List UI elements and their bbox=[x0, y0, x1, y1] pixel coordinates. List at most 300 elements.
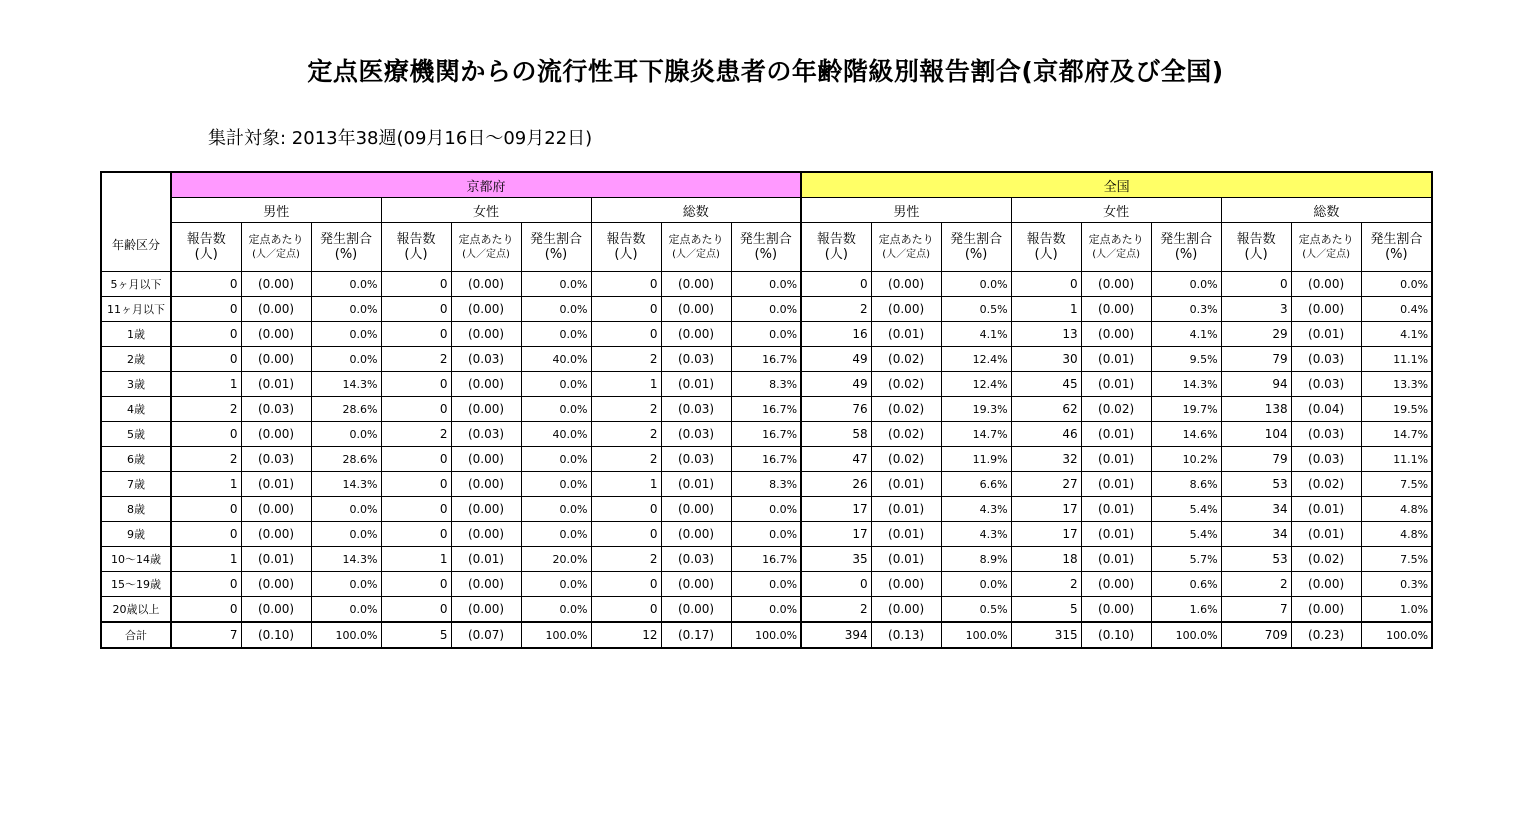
rate-cell: 0.0% bbox=[521, 272, 591, 297]
column-header-unit: (%) bbox=[754, 247, 778, 262]
per-sentinel-cell: (0.07) bbox=[451, 622, 521, 648]
report-count-cell: 2 bbox=[1011, 572, 1081, 597]
report-count-cell: 315 bbox=[1011, 622, 1081, 648]
rate-cell: 16.7% bbox=[731, 547, 801, 572]
group-header: 総数 bbox=[1221, 198, 1432, 223]
table-row bbox=[101, 347, 1432, 372]
report-count-cell: 0 bbox=[801, 572, 871, 597]
age-group-label: 10～14歳 bbox=[101, 547, 171, 572]
report-count-cell: 1 bbox=[171, 372, 241, 397]
rate-cell: 5.4% bbox=[1151, 497, 1221, 522]
per-sentinel-cell: (0.00) bbox=[1081, 297, 1151, 322]
rate-cell: 0.0% bbox=[521, 372, 591, 397]
column-header-unit: (人) bbox=[824, 247, 848, 262]
per-sentinel-cell: (0.00) bbox=[241, 322, 311, 347]
group-header: 女性 bbox=[381, 198, 591, 223]
report-count-cell: 709 bbox=[1221, 622, 1291, 648]
per-sentinel-cell: (0.03) bbox=[1291, 422, 1361, 447]
rate-cell: 0.0% bbox=[521, 497, 591, 522]
rate-cell: 4.3% bbox=[941, 522, 1011, 547]
rate-cell: 28.6% bbox=[311, 397, 381, 422]
rate-cell: 7.5% bbox=[1361, 547, 1432, 572]
column-header-unit: (人／定点) bbox=[1092, 249, 1140, 260]
rate-cell: 7.5% bbox=[1361, 472, 1432, 497]
age-group-label: 5ヶ月以下 bbox=[101, 272, 171, 297]
rate-cell: 12.4% bbox=[941, 347, 1011, 372]
report-count-cell: 13 bbox=[1011, 322, 1081, 347]
report-count-cell: 5 bbox=[381, 622, 451, 648]
report-count-cell: 46 bbox=[1011, 422, 1081, 447]
report-count-cell: 26 bbox=[801, 472, 871, 497]
report-count-cell: 0 bbox=[381, 572, 451, 597]
table-row bbox=[101, 397, 1432, 422]
report-count-cell: 17 bbox=[801, 497, 871, 522]
age-group-label: 6歳 bbox=[101, 447, 171, 472]
age-group-label: 4歳 bbox=[101, 397, 171, 422]
rate-cell: 19.7% bbox=[1151, 397, 1221, 422]
group-header: 総数 bbox=[591, 198, 801, 223]
per-sentinel-column-header bbox=[661, 223, 731, 272]
per-sentinel-cell: (0.00) bbox=[661, 322, 731, 347]
rate-cell: 0.0% bbox=[731, 297, 801, 322]
rate-cell: 0.5% bbox=[941, 297, 1011, 322]
rate-cell: 14.3% bbox=[311, 547, 381, 572]
column-header-unit: (人) bbox=[1034, 247, 1058, 262]
table-row bbox=[101, 447, 1432, 472]
table-row bbox=[101, 372, 1432, 397]
rate-cell: 100.0% bbox=[1361, 622, 1432, 648]
per-sentinel-cell: (0.00) bbox=[1081, 322, 1151, 347]
report-count-cell: 34 bbox=[1221, 522, 1291, 547]
report-count-cell: 49 bbox=[801, 347, 871, 372]
rate-cell: 16.7% bbox=[731, 347, 801, 372]
per-sentinel-column-header bbox=[1081, 223, 1151, 272]
report-count-cell: 2 bbox=[591, 347, 661, 372]
report-count-cell: 2 bbox=[591, 397, 661, 422]
rate-cell: 19.5% bbox=[1361, 397, 1432, 422]
per-sentinel-cell: (0.00) bbox=[871, 572, 941, 597]
rate-cell: 0.0% bbox=[311, 522, 381, 547]
report-count-cell: 0 bbox=[171, 572, 241, 597]
per-sentinel-cell: (0.00) bbox=[241, 272, 311, 297]
per-sentinel-column-header bbox=[241, 223, 311, 272]
per-sentinel-cell: (0.00) bbox=[451, 597, 521, 623]
report-count-cell: 17 bbox=[801, 522, 871, 547]
rate-cell: 1.6% bbox=[1151, 597, 1221, 623]
report-count-cell: 0 bbox=[591, 522, 661, 547]
column-header-line: 報告数 bbox=[1236, 232, 1276, 247]
rate-cell: 0.0% bbox=[521, 522, 591, 547]
count-column-header bbox=[381, 223, 451, 272]
per-sentinel-cell: (0.00) bbox=[451, 472, 521, 497]
per-sentinel-cell: (0.01) bbox=[1081, 372, 1151, 397]
report-count-cell: 2 bbox=[1221, 572, 1291, 597]
report-count-cell: 0 bbox=[381, 322, 451, 347]
column-header-unit: (%) bbox=[964, 247, 988, 262]
age-group-label: 15～19歳 bbox=[101, 572, 171, 597]
per-sentinel-cell: (0.02) bbox=[1291, 547, 1361, 572]
rate-cell: 14.7% bbox=[941, 422, 1011, 447]
report-count-cell: 12 bbox=[591, 622, 661, 648]
per-sentinel-cell: (0.02) bbox=[871, 372, 941, 397]
region-header-kyoto: 京都府 bbox=[171, 172, 801, 198]
report-count-cell: 0 bbox=[1011, 272, 1081, 297]
column-header-unit: (人) bbox=[614, 247, 638, 262]
count-column-header bbox=[801, 223, 871, 272]
rate-cell: 0.0% bbox=[311, 597, 381, 623]
per-sentinel-cell: (0.00) bbox=[871, 297, 941, 322]
report-count-cell: 0 bbox=[381, 372, 451, 397]
count-column-header bbox=[1011, 223, 1081, 272]
per-sentinel-cell: (0.00) bbox=[871, 272, 941, 297]
per-sentinel-cell: (0.01) bbox=[241, 372, 311, 397]
rate-cell: 11.1% bbox=[1361, 447, 1432, 472]
report-count-cell: 34 bbox=[1221, 497, 1291, 522]
rate-cell: 0.0% bbox=[311, 347, 381, 372]
report-count-cell: 58 bbox=[801, 422, 871, 447]
report-count-cell: 0 bbox=[591, 272, 661, 297]
rate-column-header bbox=[311, 223, 381, 272]
rate-cell: 0.0% bbox=[1151, 272, 1221, 297]
rate-cell: 0.5% bbox=[941, 597, 1011, 623]
rate-cell: 8.6% bbox=[1151, 472, 1221, 497]
table-row bbox=[101, 297, 1432, 322]
group-header: 女性 bbox=[1011, 198, 1221, 223]
rate-cell: 11.1% bbox=[1361, 347, 1432, 372]
report-count-cell: 2 bbox=[381, 422, 451, 447]
rate-cell: 16.7% bbox=[731, 422, 801, 447]
per-sentinel-cell: (0.01) bbox=[661, 372, 731, 397]
rate-cell: 0.0% bbox=[521, 447, 591, 472]
per-sentinel-cell: (0.01) bbox=[1081, 472, 1151, 497]
per-sentinel-cell: (0.01) bbox=[1081, 547, 1151, 572]
report-count-cell: 16 bbox=[801, 322, 871, 347]
report-count-cell: 0 bbox=[381, 522, 451, 547]
report-count-cell: 3 bbox=[1221, 297, 1291, 322]
rate-cell: 5.4% bbox=[1151, 522, 1221, 547]
per-sentinel-cell: (0.01) bbox=[871, 472, 941, 497]
rate-cell: 10.2% bbox=[1151, 447, 1221, 472]
column-header-line: 報告数 bbox=[1026, 232, 1066, 247]
report-count-cell: 1 bbox=[171, 472, 241, 497]
per-sentinel-cell: (0.01) bbox=[1081, 422, 1151, 447]
table-row bbox=[101, 572, 1432, 597]
column-header-line: 定点あたり bbox=[248, 233, 304, 246]
rate-cell: 100.0% bbox=[941, 622, 1011, 648]
report-count-cell: 2 bbox=[171, 447, 241, 472]
rate-cell: 0.3% bbox=[1361, 572, 1432, 597]
per-sentinel-cell: (0.00) bbox=[1081, 572, 1151, 597]
rate-cell: 0.3% bbox=[1151, 297, 1221, 322]
age-group-label: 9歳 bbox=[101, 522, 171, 547]
per-sentinel-cell: (0.02) bbox=[1291, 472, 1361, 497]
table-row bbox=[101, 322, 1432, 347]
per-sentinel-cell: (0.01) bbox=[1291, 322, 1361, 347]
report-count-cell: 1 bbox=[1011, 297, 1081, 322]
rate-cell: 14.3% bbox=[311, 472, 381, 497]
count-column-header bbox=[171, 223, 241, 272]
rate-cell: 40.0% bbox=[521, 347, 591, 372]
rate-cell: 8.3% bbox=[731, 372, 801, 397]
group-header: 男性 bbox=[801, 198, 1011, 223]
column-header-unit: (人／定点) bbox=[882, 249, 930, 260]
per-sentinel-cell: (0.00) bbox=[451, 397, 521, 422]
column-header-line: 発生割合 bbox=[529, 232, 582, 247]
per-sentinel-cell: (0.01) bbox=[1081, 522, 1151, 547]
rate-cell: 12.4% bbox=[941, 372, 1011, 397]
report-count-cell: 0 bbox=[591, 497, 661, 522]
report-count-cell: 1 bbox=[171, 547, 241, 572]
report-count-cell: 2 bbox=[801, 297, 871, 322]
report-count-cell: 0 bbox=[381, 597, 451, 623]
per-sentinel-cell: (0.01) bbox=[1081, 497, 1151, 522]
age-group-label: 8歳 bbox=[101, 497, 171, 522]
report-count-cell: 53 bbox=[1221, 472, 1291, 497]
per-sentinel-cell: (0.03) bbox=[451, 422, 521, 447]
per-sentinel-cell: (0.00) bbox=[661, 522, 731, 547]
per-sentinel-cell: (0.01) bbox=[871, 497, 941, 522]
per-sentinel-cell: (0.01) bbox=[241, 472, 311, 497]
report-count-cell: 0 bbox=[381, 397, 451, 422]
column-header-line: 報告数 bbox=[816, 232, 856, 247]
report-count-cell: 0 bbox=[381, 272, 451, 297]
rate-cell: 4.8% bbox=[1361, 522, 1432, 547]
per-sentinel-cell: (0.03) bbox=[661, 397, 731, 422]
report-count-cell: 17 bbox=[1011, 497, 1081, 522]
table-row bbox=[101, 472, 1432, 497]
age-group-label: 5歳 bbox=[101, 422, 171, 447]
column-header-unit: (%) bbox=[1385, 247, 1408, 262]
rate-cell: 14.3% bbox=[1151, 372, 1221, 397]
rate-cell: 100.0% bbox=[731, 622, 801, 648]
rate-cell: 0.0% bbox=[731, 597, 801, 623]
per-sentinel-cell: (0.00) bbox=[451, 372, 521, 397]
column-header-line: 報告数 bbox=[606, 232, 646, 247]
age-group-label: 1歳 bbox=[101, 322, 171, 347]
report-count-cell: 0 bbox=[171, 322, 241, 347]
column-header-unit: (%) bbox=[334, 247, 358, 262]
per-sentinel-cell: (0.00) bbox=[451, 447, 521, 472]
column-header-unit: (人) bbox=[1244, 247, 1268, 262]
report-count-cell: 0 bbox=[381, 447, 451, 472]
report-count-cell: 2 bbox=[591, 422, 661, 447]
rate-column-header bbox=[1151, 223, 1221, 272]
rate-cell: 5.7% bbox=[1151, 547, 1221, 572]
report-count-cell: 2 bbox=[591, 547, 661, 572]
report-count-cell: 18 bbox=[1011, 547, 1081, 572]
report-count-cell: 0 bbox=[171, 347, 241, 372]
group-header: 男性 bbox=[171, 198, 381, 223]
column-header-unit: (人) bbox=[194, 247, 218, 262]
per-sentinel-cell: (0.10) bbox=[241, 622, 311, 648]
rate-cell: 0.0% bbox=[521, 297, 591, 322]
reporting-period: 集計対象: 2013年38週(09月16日～09月22日) bbox=[208, 128, 593, 149]
per-sentinel-cell: (0.00) bbox=[241, 297, 311, 322]
report-count-cell: 1 bbox=[591, 472, 661, 497]
report-count-cell: 0 bbox=[171, 422, 241, 447]
per-sentinel-cell: (0.03) bbox=[661, 347, 731, 372]
rate-cell: 16.7% bbox=[731, 447, 801, 472]
rate-cell: 14.6% bbox=[1151, 422, 1221, 447]
rate-column-header bbox=[731, 223, 801, 272]
per-sentinel-cell: (0.01) bbox=[871, 547, 941, 572]
report-count-cell: 0 bbox=[171, 522, 241, 547]
report-count-cell: 0 bbox=[171, 597, 241, 623]
rate-cell: 0.0% bbox=[311, 322, 381, 347]
column-header-line: 定点あたり bbox=[1298, 233, 1354, 246]
report-count-cell: 0 bbox=[381, 297, 451, 322]
age-column-header: 年齢区分 bbox=[101, 172, 171, 272]
rate-cell: 0.0% bbox=[941, 272, 1011, 297]
per-sentinel-cell: (0.00) bbox=[241, 497, 311, 522]
per-sentinel-cell: (0.03) bbox=[1291, 347, 1361, 372]
rate-cell: 0.0% bbox=[521, 597, 591, 623]
per-sentinel-cell: (0.01) bbox=[1081, 347, 1151, 372]
rate-cell: 4.1% bbox=[1151, 322, 1221, 347]
report-count-cell: 94 bbox=[1221, 372, 1291, 397]
per-sentinel-cell: (0.02) bbox=[871, 347, 941, 372]
per-sentinel-cell: (0.03) bbox=[661, 422, 731, 447]
rate-cell: 0.6% bbox=[1151, 572, 1221, 597]
rate-column-header bbox=[1361, 223, 1432, 272]
per-sentinel-cell: (0.01) bbox=[871, 522, 941, 547]
table-row bbox=[101, 522, 1432, 547]
per-sentinel-cell: (0.00) bbox=[661, 272, 731, 297]
per-sentinel-cell: (0.00) bbox=[241, 597, 311, 623]
rate-cell: 8.9% bbox=[941, 547, 1011, 572]
per-sentinel-column-header bbox=[871, 223, 941, 272]
column-header-line: 発生割合 bbox=[1160, 232, 1213, 247]
per-sentinel-cell: (0.01) bbox=[1291, 497, 1361, 522]
rate-cell: 100.0% bbox=[521, 622, 591, 648]
per-sentinel-cell: (0.00) bbox=[661, 297, 731, 322]
table-row bbox=[101, 597, 1432, 623]
per-sentinel-cell: (0.00) bbox=[1291, 297, 1361, 322]
report-count-cell: 0 bbox=[591, 297, 661, 322]
column-header-unit: (%) bbox=[1174, 247, 1198, 262]
rate-cell: 0.0% bbox=[731, 272, 801, 297]
age-group-label: 合計 bbox=[101, 622, 171, 648]
per-sentinel-cell: (0.10) bbox=[1081, 622, 1151, 648]
rate-cell: 9.5% bbox=[1151, 347, 1221, 372]
per-sentinel-cell: (0.00) bbox=[451, 497, 521, 522]
per-sentinel-cell: (0.01) bbox=[871, 322, 941, 347]
per-sentinel-cell: (0.00) bbox=[451, 322, 521, 347]
per-sentinel-cell: (0.03) bbox=[1291, 372, 1361, 397]
report-count-cell: 47 bbox=[801, 447, 871, 472]
per-sentinel-cell: (0.00) bbox=[1081, 272, 1151, 297]
per-sentinel-cell: (0.01) bbox=[1081, 447, 1151, 472]
per-sentinel-cell: (0.02) bbox=[871, 422, 941, 447]
report-count-cell: 7 bbox=[171, 622, 241, 648]
per-sentinel-cell: (0.03) bbox=[451, 347, 521, 372]
report-count-cell: 27 bbox=[1011, 472, 1081, 497]
per-sentinel-cell: (0.00) bbox=[241, 522, 311, 547]
column-header-line: 発生割合 bbox=[1370, 232, 1423, 247]
column-header-line: 発生割合 bbox=[950, 232, 1003, 247]
column-header-unit: (人／定点) bbox=[672, 249, 720, 260]
rate-cell: 0.0% bbox=[731, 497, 801, 522]
age-group-label: 20歳以上 bbox=[101, 597, 171, 623]
per-sentinel-cell: (0.02) bbox=[871, 397, 941, 422]
report-count-cell: 62 bbox=[1011, 397, 1081, 422]
rate-cell: 11.9% bbox=[941, 447, 1011, 472]
per-sentinel-cell: (0.02) bbox=[871, 447, 941, 472]
rate-cell: 20.0% bbox=[521, 547, 591, 572]
report-count-cell: 0 bbox=[171, 497, 241, 522]
rate-column-header bbox=[521, 223, 591, 272]
per-sentinel-cell: (0.00) bbox=[661, 572, 731, 597]
rate-cell: 28.6% bbox=[311, 447, 381, 472]
report-count-cell: 0 bbox=[381, 497, 451, 522]
report-count-cell: 2 bbox=[591, 447, 661, 472]
per-sentinel-cell: (0.03) bbox=[1291, 447, 1361, 472]
column-header-line: 定点あたり bbox=[878, 233, 934, 246]
report-count-cell: 45 bbox=[1011, 372, 1081, 397]
report-count-cell: 76 bbox=[801, 397, 871, 422]
rate-cell: 100.0% bbox=[311, 622, 381, 648]
per-sentinel-column-header bbox=[451, 223, 521, 272]
report-count-cell: 104 bbox=[1221, 422, 1291, 447]
per-sentinel-cell: (0.01) bbox=[241, 547, 311, 572]
age-group-report-table bbox=[100, 171, 1433, 649]
column-header-unit: (人／定点) bbox=[1302, 249, 1350, 260]
per-sentinel-cell: (0.00) bbox=[661, 597, 731, 623]
column-header-line: 発生割合 bbox=[739, 232, 792, 247]
rate-cell: 4.3% bbox=[941, 497, 1011, 522]
per-sentinel-cell: (0.03) bbox=[241, 447, 311, 472]
report-count-cell: 2 bbox=[801, 597, 871, 623]
table-row bbox=[101, 547, 1432, 572]
per-sentinel-cell: (0.00) bbox=[241, 572, 311, 597]
per-sentinel-cell: (0.00) bbox=[451, 297, 521, 322]
report-count-cell: 79 bbox=[1221, 347, 1291, 372]
report-count-cell: 79 bbox=[1221, 447, 1291, 472]
rate-cell: 0.0% bbox=[311, 497, 381, 522]
report-count-cell: 0 bbox=[1221, 272, 1291, 297]
report-count-cell: 29 bbox=[1221, 322, 1291, 347]
per-sentinel-cell: (0.00) bbox=[871, 597, 941, 623]
column-header-unit: (%) bbox=[544, 247, 568, 262]
table-body bbox=[101, 272, 1432, 649]
rate-cell: 0.0% bbox=[311, 297, 381, 322]
report-count-cell: 32 bbox=[1011, 447, 1081, 472]
per-sentinel-cell: (0.00) bbox=[241, 422, 311, 447]
column-header-line: 報告数 bbox=[396, 232, 436, 247]
total-row bbox=[101, 622, 1432, 648]
rate-cell: 14.7% bbox=[1361, 422, 1432, 447]
report-count-cell: 7 bbox=[1221, 597, 1291, 623]
age-group-label: 11ヶ月以下 bbox=[101, 297, 171, 322]
report-count-cell: 0 bbox=[171, 297, 241, 322]
rate-cell: 16.7% bbox=[731, 397, 801, 422]
region-header-zenkoku: 全国 bbox=[801, 172, 1432, 198]
rate-cell: 0.0% bbox=[941, 572, 1011, 597]
rate-cell: 0.0% bbox=[731, 522, 801, 547]
rate-cell: 1.0% bbox=[1361, 597, 1432, 623]
per-sentinel-cell: (0.00) bbox=[1291, 572, 1361, 597]
report-count-cell: 17 bbox=[1011, 522, 1081, 547]
rate-cell: 0.0% bbox=[311, 272, 381, 297]
report-count-cell: 0 bbox=[801, 272, 871, 297]
rate-cell: 0.0% bbox=[521, 472, 591, 497]
per-sentinel-cell: (0.02) bbox=[1081, 397, 1151, 422]
per-sentinel-cell: (0.01) bbox=[1291, 522, 1361, 547]
column-header-line: 発生割合 bbox=[319, 232, 372, 247]
count-column-header bbox=[1221, 223, 1291, 272]
rate-cell: 0.0% bbox=[521, 572, 591, 597]
report-count-cell: 0 bbox=[381, 472, 451, 497]
